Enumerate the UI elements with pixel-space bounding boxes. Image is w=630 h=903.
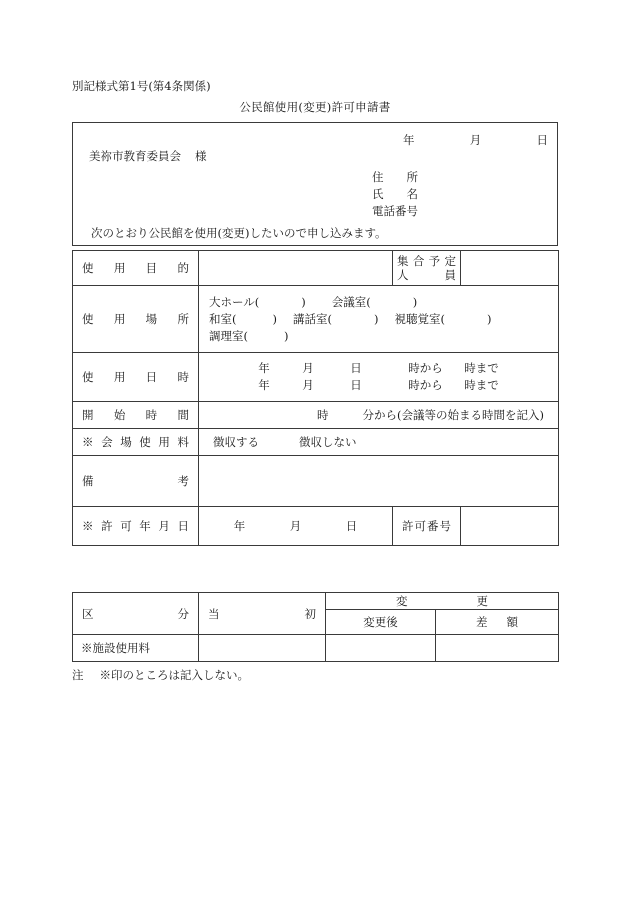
room-lecture-label: 講話室( <box>293 311 332 326</box>
room-av-label: 視聴覚室( <box>394 311 445 326</box>
venue-fee-options <box>199 434 558 450</box>
footnote-text: ※印のところは記入しない。 <box>99 668 249 682</box>
fee-category-header-cell <box>73 593 199 635</box>
venue-fee-value-cell[interactable] <box>199 429 559 456</box>
attendance-label-line1: 集合予定 <box>397 254 456 268</box>
submission-date-day: 日 <box>536 133 548 147</box>
permit-date-value-cell[interactable] <box>199 507 393 546</box>
usage-datetime-2-day: 日 <box>350 378 362 392</box>
fee-summary-table <box>72 592 559 662</box>
fee-change-header: 変更 <box>396 594 488 608</box>
room-option-kitchen[interactable] <box>209 329 289 343</box>
start-time-hour-label: 時 <box>317 408 329 422</box>
permit-number-label: 許可番号 <box>402 519 451 533</box>
permit-date-month: 月 <box>289 519 302 533</box>
permit-date-label: ※許可年月日 <box>82 519 189 533</box>
fee-row-after-change-cell[interactable] <box>326 635 436 662</box>
permit-date-day: 日 <box>345 519 358 533</box>
venue-fee-label-cell <box>73 429 199 456</box>
submission-date-year: 年 <box>403 133 415 147</box>
addressee-honorific: 様 <box>195 149 207 163</box>
intro-sentence: 次のとおり公民館を使用(変更)したいので申し込みます。 <box>91 226 387 240</box>
attendance-label-line2: 人員 <box>397 268 456 282</box>
applicant-name-field[interactable] <box>372 186 418 203</box>
fee-after-change-header: 変更後 <box>363 615 398 629</box>
fee-table-row <box>73 635 559 662</box>
permit-number-value-cell[interactable] <box>461 507 559 546</box>
room-option-av[interactable] <box>395 312 492 326</box>
attendance-label <box>393 254 460 282</box>
footnote-prefix: 注 <box>72 668 84 682</box>
usage-datetime-row-2[interactable] <box>199 377 558 394</box>
venue-fee-option-not-collect[interactable]: 徴収しない <box>299 435 357 449</box>
room-hall-close: ) <box>301 294 306 309</box>
permit-date-label-cell <box>73 507 199 546</box>
page-title: 公民館使用(変更)許可申請書 <box>239 100 391 114</box>
attendance-label-cell <box>393 251 461 286</box>
usage-datetime-1-month: 月 <box>302 361 314 375</box>
table-row-purpose <box>73 251 559 286</box>
purpose-value-cell[interactable] <box>199 251 393 286</box>
table-row-remarks <box>73 456 559 507</box>
fee-after-change-header-cell <box>326 610 436 635</box>
place-label: 使用場所 <box>82 312 189 326</box>
permit-number-label-cell <box>393 507 461 546</box>
place-value-cell[interactable] <box>199 286 559 353</box>
start-time-line <box>199 407 558 423</box>
table-row-usage-datetime <box>73 353 559 402</box>
permit-date-year: 年 <box>233 519 246 533</box>
room-kitchen-label: 調理室( <box>209 328 248 343</box>
usage-datetime-2-to: 時まで <box>464 378 499 392</box>
room-av-close: ) <box>487 311 492 326</box>
usage-datetime-row-1[interactable] <box>199 360 558 377</box>
room-meeting-close: ) <box>412 294 418 309</box>
submission-date-month: 月 <box>469 133 482 147</box>
usage-datetime-label: 使用日時 <box>82 370 189 384</box>
place-label-cell <box>73 286 199 353</box>
venue-fee-label: ※会場使用料 <box>82 435 189 449</box>
usage-datetime-2-year: 年 <box>258 378 270 392</box>
purpose-label-cell <box>73 251 199 286</box>
start-time-label-cell <box>73 402 199 429</box>
table-row-permit <box>73 507 559 546</box>
room-meeting-label: 会議室( <box>331 294 371 309</box>
attendance-value-cell[interactable] <box>461 251 559 286</box>
applicant-fields <box>372 169 418 220</box>
fee-category-header: 区分 <box>82 606 189 621</box>
usage-datetime-1-year: 年 <box>258 361 270 375</box>
footnote <box>72 667 249 683</box>
usage-datetime-1-from: 時から <box>408 361 443 375</box>
usage-datetime-1-to: 時まで <box>464 361 499 375</box>
form-number: 別記様式第1号(第4条関係) <box>72 79 211 93</box>
fee-initial-header-cell <box>199 593 326 635</box>
usage-datetime-value-cell[interactable] <box>199 353 559 402</box>
table-row-place <box>73 286 559 353</box>
room-lecture-close: ) <box>374 311 379 326</box>
addressee <box>89 148 207 164</box>
room-hall-label: 大ホール( <box>209 294 260 309</box>
fee-initial-header: 当初 <box>208 606 316 621</box>
room-options <box>199 287 558 352</box>
fee-row-difference-cell[interactable] <box>436 635 559 662</box>
fee-row-label-cell <box>73 635 199 662</box>
table-row-venue-fee <box>73 429 559 456</box>
room-option-japanese[interactable] <box>209 312 277 326</box>
start-time-value-cell[interactable] <box>199 402 559 429</box>
application-table <box>72 250 559 546</box>
fee-change-header-cell <box>326 593 559 610</box>
applicant-info-box <box>72 122 558 246</box>
usage-datetime-lines <box>199 354 558 400</box>
permit-date-line <box>199 518 392 534</box>
start-time-note: 分から(会議等の始まる時間を記入) <box>362 408 544 422</box>
usage-datetime-1-day: 日 <box>350 361 362 375</box>
applicant-address-field[interactable] <box>372 169 418 186</box>
room-japanese-close: ) <box>272 311 277 326</box>
addressee-name: 美祢市教育委員会 <box>89 149 181 163</box>
start-time-label: 開始時間 <box>82 408 189 422</box>
applicant-phone-label: 電話番号 <box>372 204 418 218</box>
venue-fee-option-collect[interactable]: 徴収する <box>213 435 259 449</box>
fee-row-initial-cell[interactable] <box>199 635 326 662</box>
purpose-label: 使用目的 <box>82 261 189 275</box>
submission-date-line <box>403 132 548 148</box>
fee-row-label: ※施設使用料 <box>81 641 150 655</box>
fee-difference-header: 差額 <box>476 615 518 629</box>
fee-difference-header-cell <box>436 610 559 635</box>
applicant-address-label: 住 所 <box>372 170 418 184</box>
fee-table-header-row-1 <box>73 593 559 610</box>
remarks-label: 備考 <box>82 474 189 488</box>
usage-datetime-label-cell <box>73 353 199 402</box>
remarks-label-cell <box>73 456 199 507</box>
usage-datetime-2-from: 時から <box>408 378 443 392</box>
room-japanese-label: 和室( <box>209 311 237 326</box>
usage-datetime-2-month: 月 <box>302 378 314 392</box>
room-option-hall[interactable] <box>209 295 306 309</box>
remarks-value-cell[interactable] <box>199 456 559 507</box>
room-option-lecture[interactable] <box>293 312 379 326</box>
applicant-name-label: 氏 名 <box>372 187 418 201</box>
applicant-phone-field[interactable] <box>372 203 418 220</box>
table-row-start-time <box>73 402 559 429</box>
room-option-meeting[interactable] <box>332 295 418 309</box>
room-kitchen-close: ) <box>284 328 289 343</box>
